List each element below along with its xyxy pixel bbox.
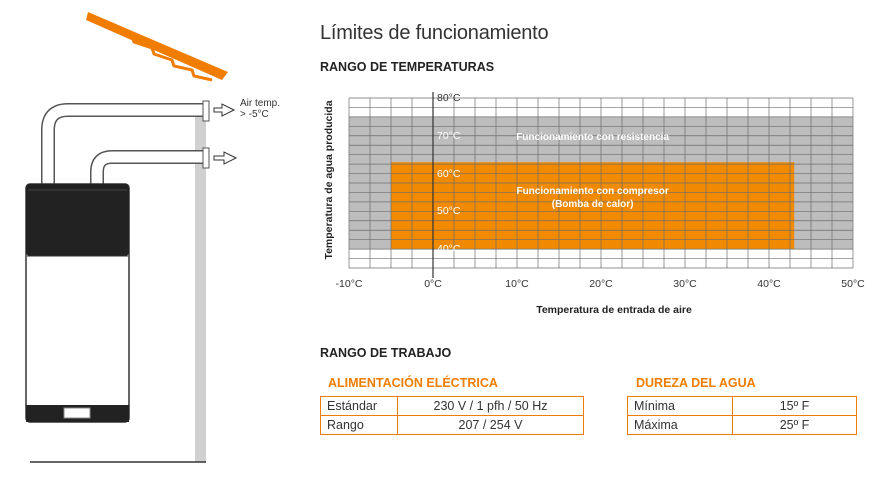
zone-label-resistencia: Funcionamiento con resistencia (516, 131, 669, 143)
y-tick-label: 70°C (437, 129, 461, 142)
page-title: Límites de funcionamiento (320, 22, 549, 44)
zone-label-compresor-group (391, 185, 794, 211)
y-tick-label: 80°C (437, 92, 461, 104)
table-cell-value: 25º F (733, 416, 857, 435)
x-tick-label: 0°C (424, 278, 442, 290)
x-tick-label: 30°C (673, 278, 697, 290)
air-temp-value: > -5°C (240, 109, 269, 120)
electrica-heading: ALIMENTACIÓN ELÉCTRICA (328, 376, 498, 390)
dureza-table (627, 396, 857, 435)
zone-label-compresor: Funcionamiento con compresor (516, 185, 669, 197)
chart-x-axis-label: Temperatura de entrada de aire (536, 304, 692, 316)
table-cell-label: Rango (321, 416, 398, 435)
x-tick-label: 20°C (589, 278, 613, 290)
y-tick-label: 40°C (437, 243, 461, 256)
x-tick-label: 40°C (757, 278, 781, 290)
x-tick-label: -10°C (335, 278, 363, 290)
table-row (628, 397, 857, 416)
table-cell-label: Mínima (628, 397, 733, 416)
table-cell-label: Estándar (321, 397, 398, 416)
chart-y-axis-label: Temperatura de agua producida (323, 100, 335, 260)
table-cell-value: 15º F (733, 397, 857, 416)
section-subtitle: RANGO DE TEMPERATURAS (320, 60, 495, 74)
table-row (321, 416, 584, 435)
table-cell-value: 230 V / 1 pfh / 50 Hz (398, 397, 584, 416)
dureza-heading: DUREZA DEL AGUA (636, 376, 756, 390)
electrica-table (320, 396, 584, 435)
x-tick-label: 10°C (505, 278, 529, 290)
y-tick-label: 60°C (437, 167, 461, 180)
trabajo-title: RANGO DE TRABAJO (320, 346, 452, 360)
table-cell-value: 207 / 254 V (398, 416, 584, 435)
table-row (628, 416, 857, 435)
table-row (321, 397, 584, 416)
x-tick-label: 50°C (841, 278, 865, 290)
zone-label-compresor-sub: (Bomba de calor) (551, 198, 634, 210)
table-cell-label: Máxima (628, 416, 733, 435)
y-tick-label: 50°C (437, 205, 461, 218)
air-temp-label: Air temp. (240, 98, 281, 109)
